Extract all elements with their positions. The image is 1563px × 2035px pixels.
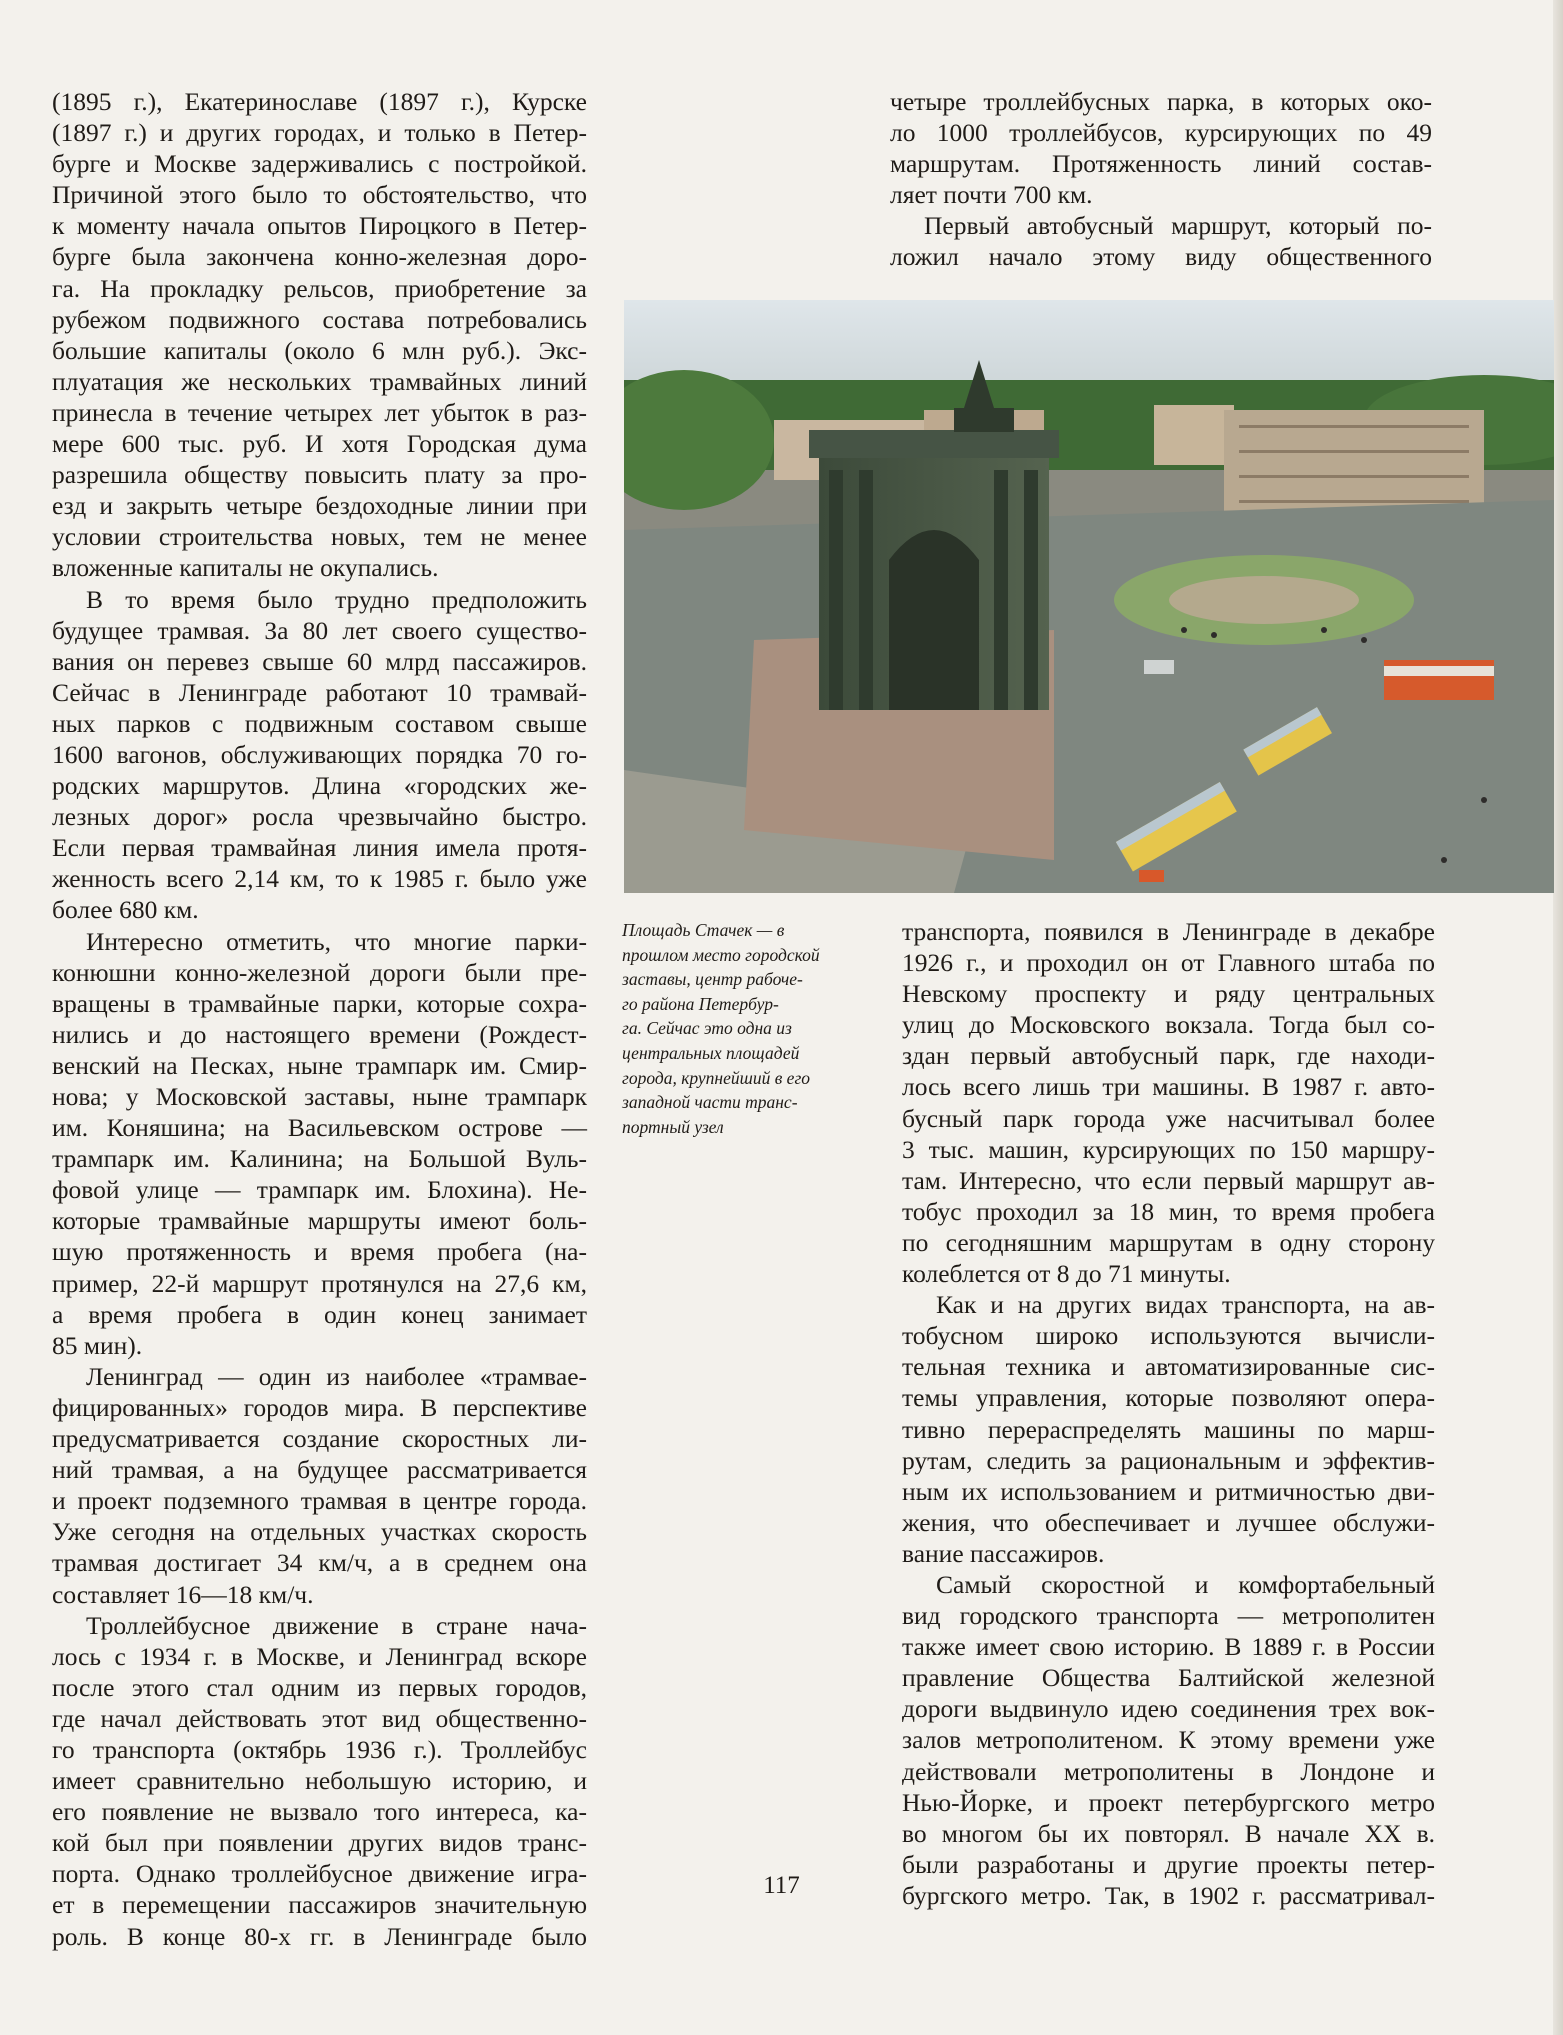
text-line: Нью-Йорке, и проект петербургского метро — [902, 1787, 1435, 1817]
text-line: и проект подземного трамвая в центре города. — [52, 1486, 587, 1516]
text-line: кой был при появлении других видов транс- — [52, 1828, 587, 1858]
text-line: залов метрополитеном. К этому времени уже — [902, 1725, 1435, 1755]
text-line: рутам, следить за рациональным и эффектив- — [902, 1445, 1435, 1475]
page-number: 117 — [763, 1872, 800, 1899]
page-edge — [1553, 0, 1563, 2035]
caption-line: заставы, центр рабоче- — [622, 969, 803, 990]
text-line: большие капиталы (около 6 млн руб.). Экс- — [52, 335, 587, 365]
text-line: 1600 вагонов, обслуживающих порядка 70 го- — [52, 739, 587, 769]
text-line: бусный парк города уже насчитывал более — [902, 1103, 1435, 1133]
text-line: вания он перевез свыше 60 млрд пассажиров. — [52, 646, 587, 676]
caption-line: прошлом место городской — [622, 944, 820, 965]
text-line: ным их использованием и ритмичностью дви- — [902, 1476, 1435, 1506]
text-line: улиц до Московского вокзала. Тогда был со- — [902, 1010, 1435, 1040]
text-line: го транспорта (октябрь 1936 г.). Троллейбус — [52, 1734, 587, 1764]
text-line: пример, 22-й маршрут протянулся на 27,6 км, — [52, 1268, 587, 1298]
text-line: вание пассажиров. — [902, 1538, 1105, 1568]
text-line: во многом бы их повторял. В начале XX в. — [902, 1818, 1435, 1848]
text-line: здан первый автобусный парк, где находи- — [902, 1041, 1435, 1071]
caption-line: западной части транс- — [622, 1092, 798, 1113]
text-line: ложил начало этому виду общественного — [890, 242, 1432, 272]
text-line: венский на Песках, ныне трампарк им. Смир- — [52, 1050, 587, 1080]
text-line: нова; у Московской заставы, ныне трампарк — [52, 1082, 587, 1111]
text-line: трамвая достигает 34 км/ч, а в среднем она — [52, 1548, 587, 1578]
text-line: лось всего лишь три машины. В 1987 г. авто- — [902, 1072, 1435, 1102]
text-line: мере 600 тыс. руб. И хотя Городская дума — [52, 429, 587, 459]
text-line: женность всего 2,14 км, то к 1985 г. было уже — [52, 864, 587, 894]
text-line: Первый автобусный маршрут, который по- — [924, 211, 1432, 241]
text-line: Сейчас в Ленинграде работают 10 трамвай- — [52, 677, 587, 707]
photo-caption — [622, 918, 878, 1139]
text-line: Невскому проспекту и ряду центральных — [902, 979, 1435, 1009]
text-line: предусматривается создание скоростных ли- — [52, 1424, 587, 1454]
text-line: им. Коняшина; на Васильевском острове — — [52, 1113, 587, 1143]
text-line: нились и до настоящего времени (Рождест- — [52, 1019, 587, 1049]
text-line: роль. В конце 80-х гг. в Ленинграде было — [52, 1921, 587, 1951]
text-line: тельная техника и автоматизированные сис- — [902, 1352, 1435, 1382]
text-line: Самый скоростной и комфортабельный — [936, 1569, 1435, 1599]
text-line: которые трамвайные маршруты имеют боль- — [52, 1206, 587, 1236]
text-line: ляет почти 700 км. — [890, 180, 1093, 210]
caption-line: Площадь Стачек — в — [622, 920, 785, 940]
text-line: ных парков с подвижным составом свыше — [52, 708, 587, 738]
text-line: дороги выдвинуло идею соединения трех вок- — [902, 1694, 1435, 1724]
caption-line: га. Сейчас это одна из — [622, 1018, 792, 1039]
text-line: ний трамвая, а на будущее рассматривается — [52, 1455, 587, 1485]
text-line: четыре троллейбусных парка, в которых око- — [890, 87, 1432, 116]
text-line: правление Общества Балтийской железной — [902, 1663, 1435, 1693]
caption-line: центральных площадей — [622, 1042, 800, 1063]
text-line: были разработаны и другие проекты петер- — [902, 1849, 1435, 1879]
text-line: фицированных» городов мира. В перспективе — [52, 1392, 587, 1422]
text-line: трампарк им. Калинина; на Большой Вуль- — [52, 1144, 587, 1174]
text-column-right-bottom — [902, 916, 1435, 1911]
text-line: маршрутам. Протяженность линий состав- — [890, 149, 1432, 179]
text-line: родских маршрутов. Длина «городских же- — [52, 771, 587, 801]
text-line: вращены в трамвайные парки, которые сохра- — [52, 988, 587, 1018]
text-line: его появление не вызвало того интереса, ка- — [52, 1797, 587, 1827]
text-line: Интересно отметить, что многие парки- — [86, 926, 587, 956]
text-line: к моменту начала опытов Пироцкого в Петер- — [52, 211, 587, 241]
text-line: разрешила обществу повысить плату за про- — [52, 460, 587, 490]
text-line: лезных дорог» росла чрезвычайно быстро. — [52, 802, 587, 832]
text-column-left — [52, 86, 587, 1952]
text-line: езд и закрыть четыре бездоходные линии при — [52, 491, 587, 521]
text-line: лось с 1934 г. в Москве, и Ленинград вскоре — [52, 1641, 587, 1671]
text-column-right-top — [890, 86, 1432, 273]
text-line: фовой улице — трампарк им. Блохина). Не- — [52, 1175, 587, 1205]
text-line: В то время было трудно предположить — [86, 584, 587, 614]
text-line: более 680 км. — [52, 895, 199, 925]
text-line: принесла в течение четырех лет убыток в раз- — [52, 397, 587, 427]
text-line: шую протяженность и время пробега (на- — [52, 1237, 587, 1267]
text-line: где начал действовать этот вид общественно- — [52, 1703, 587, 1733]
text-line: (1897 г.) и других городах, и только в Петер- — [52, 118, 587, 148]
text-line: будущее трамвая. За 80 лет своего существо- — [52, 615, 587, 645]
text-line: 85 мин). — [52, 1330, 143, 1360]
text-line: вложенные капиталы не окупались. — [52, 553, 439, 583]
text-line: также имеет свою историю. В 1889 г. в России — [902, 1632, 1435, 1662]
text-line: там. Интересно, что если первый маршрут ав- — [902, 1165, 1435, 1195]
text-line: Уже сегодня на отдельных участках скорость — [52, 1517, 587, 1547]
text-line: после этого стал одним из первых городов, — [52, 1672, 587, 1702]
text-line: Ленинград — один из наиболее «трамвае- — [86, 1361, 587, 1391]
text-line: транспорта, появился в Ленинграде в декабре — [902, 917, 1435, 946]
text-line: рубежом подвижного состава потребовались — [52, 304, 587, 334]
text-line: бурге и Москве задерживались с постройкой. — [52, 149, 587, 179]
text-line: колеблется от 8 до 71 минуты. — [902, 1259, 1231, 1289]
text-line: по сегодняшним маршрутам в одну сторону — [902, 1227, 1435, 1257]
text-line: Как и на других видах транспорта, на ав- — [936, 1290, 1435, 1320]
text-line: бургского метро. Так, в 1902 г. рассматривал- — [902, 1880, 1435, 1910]
text-line: Причиной этого было то обстоятельство, что — [52, 180, 587, 210]
text-line: вид городского транспорта — метрополитен — [902, 1601, 1435, 1631]
text-line: га. На прокладку рельсов, приобретение за — [52, 273, 587, 303]
text-line: (1895 г.), Екатеринославе (1897 г.), Курске — [52, 87, 587, 116]
text-line: 1926 г., и проходил он от Главного штаба по — [902, 948, 1435, 978]
text-line: тобус проходил за 18 мин, то время пробега — [902, 1196, 1435, 1226]
text-line: 3 тыс. машин, курсирующих по 150 маршру- — [902, 1134, 1435, 1164]
text-line: Троллейбусное движение в стране нача- — [86, 1610, 587, 1640]
text-line: ло 1000 троллейбусов, курсирующих по 49 — [890, 118, 1432, 148]
text-line: а время пробега в один конец занимает — [52, 1299, 587, 1329]
caption-line: портный узел — [622, 1116, 724, 1137]
text-line: Если первая трамвайная линия имела протя- — [52, 833, 587, 863]
text-line: тивно перераспределять машины по марш- — [902, 1414, 1435, 1444]
text-line: бурге была закончена конно-железная доро- — [52, 242, 587, 272]
caption-line: города, крупнейший в его — [622, 1067, 811, 1088]
text-line: ет в перемещении пассажиров значительную — [52, 1890, 587, 1920]
text-line: плуатация же нескольких трамвайных линий — [52, 366, 587, 396]
text-line: порта. Однако троллейбусное движение игра- — [52, 1859, 587, 1889]
text-line: конюшни конно-железной дороги были пре- — [52, 957, 587, 987]
text-line: имеет сравнительно небольшую историю, и — [52, 1766, 587, 1796]
photo-narva-triumphal-arch — [624, 300, 1554, 893]
text-line: тобусном широко используются вычисли- — [902, 1321, 1435, 1351]
caption-line: го района Петербур- — [622, 993, 779, 1014]
text-line: темы управления, которые позволяют опера- — [902, 1383, 1435, 1413]
text-line: условии строительства новых, тем не менее — [52, 522, 587, 552]
text-line: действовали метрополитены в Лондоне и — [902, 1756, 1435, 1786]
text-line: составляет 16—18 км/ч. — [52, 1579, 314, 1609]
text-line: жения, что обеспечивает и лучшее обслужи- — [902, 1507, 1435, 1537]
